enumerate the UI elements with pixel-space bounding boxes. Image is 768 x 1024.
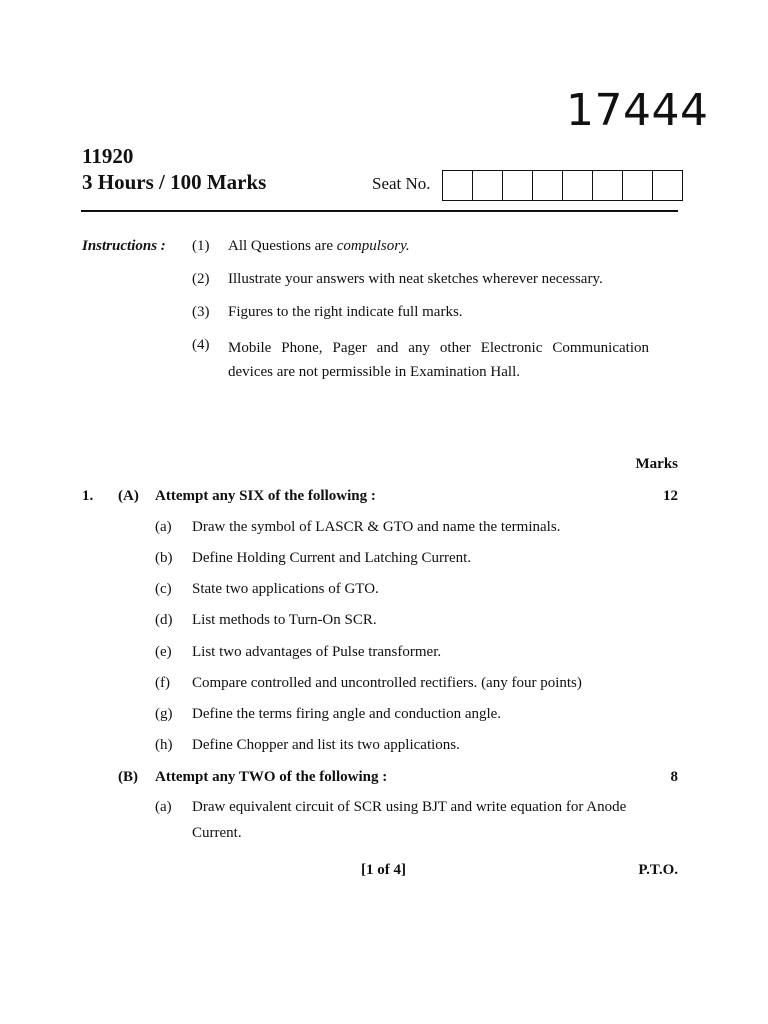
subquestion-label: (a) <box>155 519 172 535</box>
subject-code: 11920 <box>82 144 134 168</box>
subquestion-text: Define Chopper and list its two applications. <box>192 737 460 753</box>
subquestion-text: List methods to Turn-On SCR. <box>192 612 377 628</box>
seat-box <box>593 171 623 200</box>
subquestion-label: (e) <box>155 644 172 660</box>
subquestion-text: Define Holding Current and Latching Current. <box>192 550 472 566</box>
part-label: (B) <box>118 769 138 785</box>
part-title: Attempt any SIX of the following : <box>155 488 376 504</box>
instruction-number: (3) <box>192 304 210 320</box>
part-label: (A) <box>118 488 139 504</box>
subquestion-text-continued: Current. <box>192 825 242 841</box>
instruction-number: (4) <box>192 337 210 353</box>
subquestion-label: (c) <box>155 581 172 597</box>
instruction-text: Figures to the right indicate full marks. <box>228 304 463 320</box>
instructions-label: Instructions : <box>82 238 166 254</box>
page-indicator: [1 of 4] <box>361 862 406 878</box>
duration-marks: 3 Hours / 100 Marks <box>82 170 267 194</box>
subquestion-label: (a) <box>155 799 172 815</box>
subquestion-label: (f) <box>155 675 170 691</box>
instruction-number: (1) <box>192 238 210 254</box>
instruction-number: (2) <box>192 271 210 287</box>
seat-number-boxes <box>442 170 683 201</box>
part-title: Attempt any TWO of the following : <box>155 769 388 785</box>
subquestion-text: Define the terms firing angle and conduction angle. <box>192 706 502 722</box>
instruction-text: Illustrate your answers with neat sketches wherever necessary. <box>228 271 603 287</box>
subquestion-text: List two advantages of Pulse transformer. <box>192 644 442 660</box>
instruction-emphasis: compulsory. <box>336 238 410 254</box>
question-number: 1. <box>82 488 94 504</box>
seat-number-label: Seat No. <box>372 174 431 193</box>
subquestion-text: Draw equivalent circuit of SCR using BJT and write equation for Anode <box>192 799 627 815</box>
paper-code: 17444 <box>566 85 709 136</box>
seat-box <box>503 171 533 200</box>
marks-column-header: Marks <box>635 456 678 472</box>
part-marks: 12 <box>663 488 678 504</box>
subquestion-text: Draw the symbol of LASCR & GTO and name the terminals. <box>192 519 561 535</box>
seat-box <box>653 171 682 200</box>
seat-box <box>623 171 653 200</box>
please-turn-over: P.T.O. <box>638 862 678 878</box>
subquestion-label: (h) <box>155 737 173 753</box>
instruction-text: All Questions are <box>228 238 337 254</box>
seat-box <box>563 171 593 200</box>
subquestion-label: (b) <box>155 550 173 566</box>
instruction-text: Mobile Phone, Pager and any other Electronic Communication devices are not permissible in Examination Hall. <box>228 340 649 380</box>
part-marks: 8 <box>670 769 678 785</box>
subquestion-text: Compare controlled and uncontrolled rectifiers. (any four points) <box>192 675 582 691</box>
subquestion-label: (d) <box>155 612 173 628</box>
seat-box <box>443 171 473 200</box>
instruction-item <box>228 236 410 256</box>
subquestion-text: State two applications of GTO. <box>192 581 379 597</box>
header-divider <box>81 210 678 212</box>
seat-box <box>473 171 503 200</box>
seat-box <box>533 171 563 200</box>
subquestion-label: (g) <box>155 706 173 722</box>
